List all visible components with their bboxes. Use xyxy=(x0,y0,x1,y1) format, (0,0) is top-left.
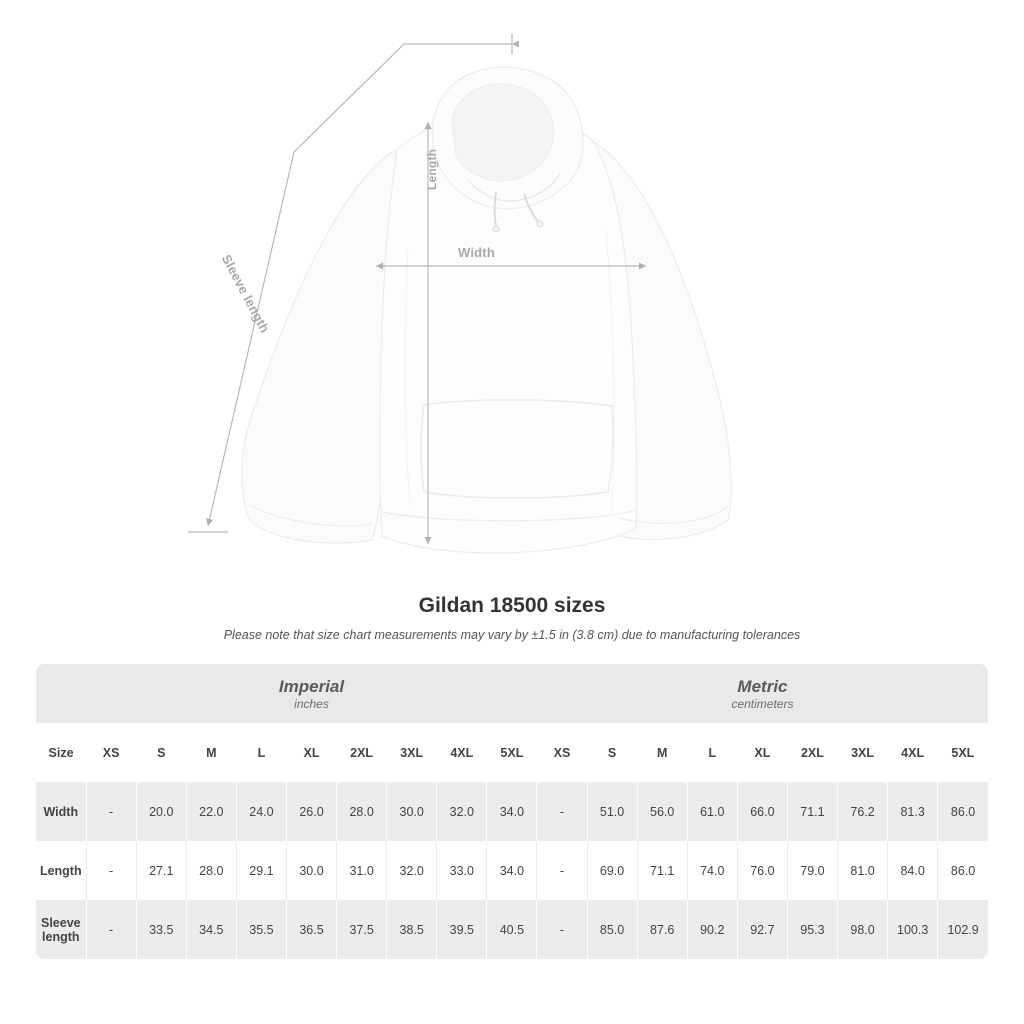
size-column-header: S xyxy=(136,723,186,782)
measurement-cell: 86.0 xyxy=(938,841,988,900)
unit-subtitle: centimeters xyxy=(731,697,794,712)
length-label: Length xyxy=(425,148,439,190)
size-column-header: L xyxy=(236,723,286,782)
measurement-cell: 69.0 xyxy=(587,841,637,900)
measurement-cell: 51.0 xyxy=(587,782,637,841)
table-corner-cell xyxy=(36,664,86,723)
measurement-cell: 61.0 xyxy=(687,782,737,841)
measurement-cell: 87.6 xyxy=(637,900,687,959)
measurement-cell: 34.5 xyxy=(186,900,236,959)
size-column-header: 5XL xyxy=(938,723,988,782)
measurement-cell: 100.3 xyxy=(888,900,938,959)
measurement-cell: 34.0 xyxy=(487,841,537,900)
measurement-cell: 79.0 xyxy=(787,841,837,900)
measurement-cell: 40.5 xyxy=(487,900,537,959)
size-column-header: S xyxy=(587,723,637,782)
measurement-cell: 30.0 xyxy=(387,782,437,841)
hoodie-shape xyxy=(242,67,732,553)
measurement-cell: 102.9 xyxy=(938,900,988,959)
measurement-cell: 31.0 xyxy=(337,841,387,900)
title-block xyxy=(0,594,1024,642)
size-chart-table xyxy=(36,664,988,959)
size-column-header: 2XL xyxy=(787,723,837,782)
measurement-cell: 27.1 xyxy=(136,841,186,900)
measurement-cell: 39.5 xyxy=(437,900,487,959)
measurement-cell: 71.1 xyxy=(787,782,837,841)
row-label-length: Length xyxy=(36,841,86,900)
measurement-cell: 74.0 xyxy=(687,841,737,900)
size-chart-table-wrapper xyxy=(36,664,988,959)
measurement-cell: 90.2 xyxy=(687,900,737,959)
measurement-cell: 22.0 xyxy=(186,782,236,841)
size-header-label: Size xyxy=(36,723,86,782)
unit-header-imperial xyxy=(86,664,537,723)
measurement-cell: - xyxy=(86,900,136,959)
measurement-cell: 34.0 xyxy=(487,782,537,841)
measurement-cell: 32.0 xyxy=(437,782,487,841)
size-column-header: XL xyxy=(737,723,787,782)
measurement-cell: 35.5 xyxy=(236,900,286,959)
measurement-cell: 36.5 xyxy=(286,900,336,959)
size-column-header: 4XL xyxy=(437,723,487,782)
unit-subtitle: inches xyxy=(294,697,329,712)
unit-name: Imperial xyxy=(278,676,345,696)
page-title: Gildan 18500 sizes xyxy=(418,594,606,617)
row-label-sleeve-length: Sleeve length xyxy=(36,900,86,959)
size-column-header: 5XL xyxy=(487,723,537,782)
measurement-cell: 29.1 xyxy=(236,841,286,900)
size-column-header: 3XL xyxy=(838,723,888,782)
measurement-cell: 95.3 xyxy=(787,900,837,959)
row-label-width: Width xyxy=(36,782,86,841)
measurement-cell: 71.1 xyxy=(637,841,687,900)
sleeve-length-label: Sleeve length xyxy=(218,252,273,336)
measurement-cell: - xyxy=(86,782,136,841)
measurement-cell: 30.0 xyxy=(286,841,336,900)
size-column-header: 2XL xyxy=(337,723,387,782)
size-header-row xyxy=(36,723,988,782)
measurement-cell: 76.0 xyxy=(737,841,787,900)
size-column-header: XS xyxy=(86,723,136,782)
measurement-cell: 28.0 xyxy=(186,841,236,900)
measurement-cell: 20.0 xyxy=(136,782,186,841)
measurement-cell: - xyxy=(86,841,136,900)
table-row xyxy=(36,782,988,841)
size-column-header: 4XL xyxy=(888,723,938,782)
measurement-cell: 66.0 xyxy=(737,782,787,841)
size-column-header: L xyxy=(687,723,737,782)
measurement-cell: 98.0 xyxy=(838,900,888,959)
unit-header-metric xyxy=(537,664,988,723)
measurement-cell: 84.0 xyxy=(888,841,938,900)
size-column-header: XL xyxy=(286,723,336,782)
size-column-header: XS xyxy=(537,723,587,782)
measurement-cell: 32.0 xyxy=(387,841,437,900)
measurement-cell: 37.5 xyxy=(337,900,387,959)
measurement-cell: 33.5 xyxy=(136,900,186,959)
size-column-header: M xyxy=(637,723,687,782)
table-row xyxy=(36,900,988,959)
measurement-cell: 33.0 xyxy=(437,841,487,900)
unit-name: Metric xyxy=(737,676,788,696)
measurement-cell: 81.3 xyxy=(888,782,938,841)
table-row xyxy=(36,841,988,900)
measurement-cell: 38.5 xyxy=(387,900,437,959)
measurement-cell: - xyxy=(537,900,587,959)
measurement-cell: - xyxy=(537,782,587,841)
measurement-cell: 85.0 xyxy=(587,900,637,959)
measurement-cell: 86.0 xyxy=(938,782,988,841)
unit-header-row xyxy=(36,664,988,723)
size-column-header: 3XL xyxy=(387,723,437,782)
measurement-cell: - xyxy=(537,841,587,900)
measurement-cell: 81.0 xyxy=(838,841,888,900)
measurement-cell: 24.0 xyxy=(236,782,286,841)
measurement-cell: 26.0 xyxy=(286,782,336,841)
tolerance-note: Please note that size chart measurements may vary by ±1.5 in (3.8 cm) due to manufacturing tolerances xyxy=(223,628,801,642)
width-label: Width xyxy=(458,245,495,260)
size-column-header: M xyxy=(186,723,236,782)
measurement-cell: 76.2 xyxy=(838,782,888,841)
measurement-cell: 28.0 xyxy=(337,782,387,841)
measurement-cell: 92.7 xyxy=(737,900,787,959)
measurement-cell: 56.0 xyxy=(637,782,687,841)
